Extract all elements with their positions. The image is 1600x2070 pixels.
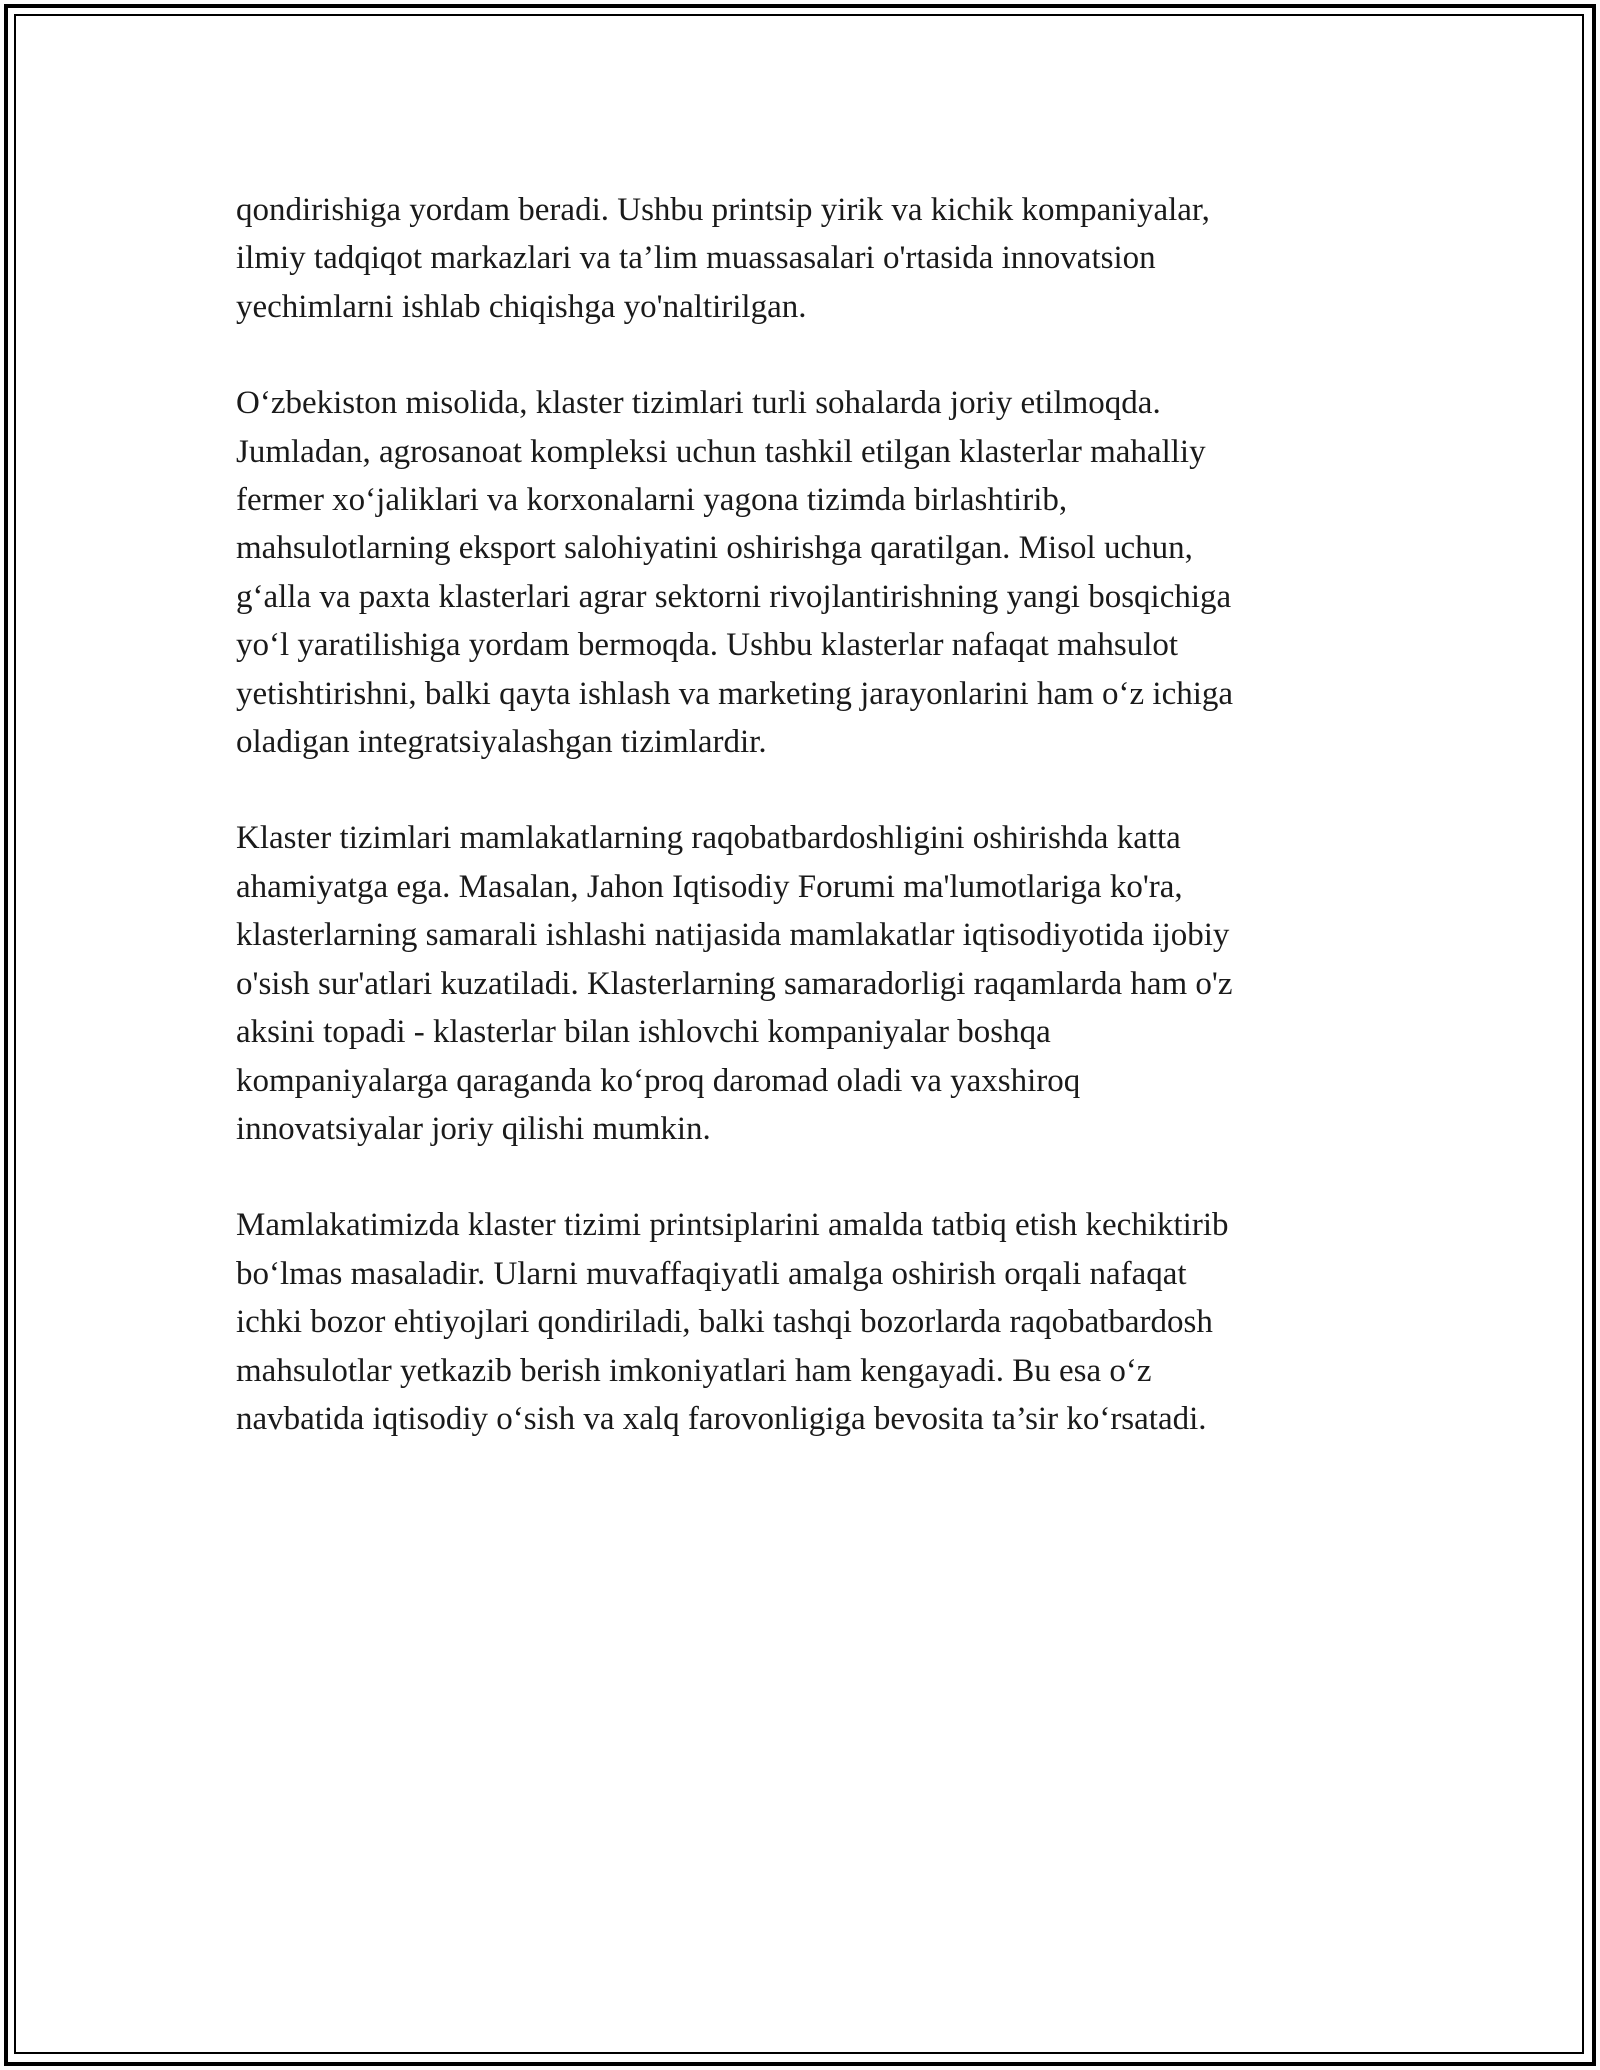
paragraph-line: g‘alla va paxta klasterlari agrar sektorni rivojlantirishning yangi bosqichiga [236, 578, 1232, 615]
paragraph-4 [236, 1201, 1362, 1443]
paragraph-line: mahsulotlar yetkazib berish imkoniyatlari ham kengayadi. Bu esa o‘z [236, 1352, 1152, 1389]
paragraph-line: Jumladan, agrosanoat kompleksi uchun tashkil etilgan klasterlar mahalliy [236, 433, 1206, 470]
paragraph-line: o'sish sur'atlari kuzatiladi. Klasterlarning samaradorligi raqamlarda ham o'z [236, 965, 1233, 1002]
paragraph-3 [236, 814, 1362, 1153]
paragraph-line: mahsulotlarning eksport salohiyatini oshirishga qaratilgan. Misol uchun, [236, 530, 1193, 567]
paragraph-2 [236, 379, 1362, 766]
paragraph-line: Klaster tizimlari mamlakatlarning raqobatbardoshligini oshirishda katta [236, 820, 1181, 857]
paragraph-line: qondirishiga yordam beradi. Ushbu printsip yirik va kichik kompaniyalar, [236, 192, 1210, 228]
paragraph-line: yo‘l yaratilishiga yordam bermoqda. Ushbu klasterlar nafaqat mahsulot [236, 627, 1179, 664]
paragraph-line: klasterlarning samarali ishlashi natijasida mamlakatlar iqtisodiyotida ijobiy [236, 917, 1230, 954]
document-body [236, 186, 1362, 1491]
paragraph-1 [236, 186, 1362, 331]
paragraph-line: ahamiyatga ega. Masalan, Jahon Iqtisodiy Forumi ma'lumotlariga ko'ra, [236, 868, 1183, 905]
paragraph-line: Mamlakatimizda klaster tizimi printsiplarini amalda tatbiq etish kechiktirib [236, 1207, 1229, 1244]
paragraph-line: O‘zbekiston misolida, klaster tizimlari turli sohalarda joriy etilmoqda. [236, 385, 1161, 422]
paragraph-line: yechimlarni ishlab chiqishga yo'naltirilgan. [236, 288, 807, 325]
paragraph-line: kompaniyalarga qaraganda ko‘proq daromad oladi va yaxshiroq [236, 1062, 1081, 1099]
paragraph-line: ichki bozor ehtiyojlari qondiriladi, balki tashqi bozorlarda raqobatbardosh [236, 1304, 1213, 1341]
paragraph-line: aksini topadi - klasterlar bilan ishlovchi kompaniyalar boshqa [236, 1014, 1051, 1051]
paragraph-line: oladigan integratsiyalashgan tizimlardir. [236, 724, 767, 761]
paragraph-line: yetishtirishni, balki qayta ishlash va marketing jarayonlarini ham o‘z ichiga [236, 675, 1234, 712]
paragraph-line: fermer xo‘jaliklari va korxonalarni yagona tizimda birlashtirib, [236, 482, 1068, 519]
paragraph-line: navbatida iqtisodiy o‘sish va xalq farovonligiga bevosita ta’sir ko‘rsatadi. [236, 1400, 1207, 1437]
paragraph-line: bo‘lmas masaladir. Ularni muvaffaqiyatli amalga oshirish orqali nafaqat [236, 1255, 1187, 1292]
paragraph-line: ilmiy tadqiqot markazlari va ta’lim muassasalari o'rtasida innovatsion [236, 240, 1156, 277]
paragraph-line: innovatsiyalar joriy qilishi mumkin. [236, 1110, 711, 1147]
